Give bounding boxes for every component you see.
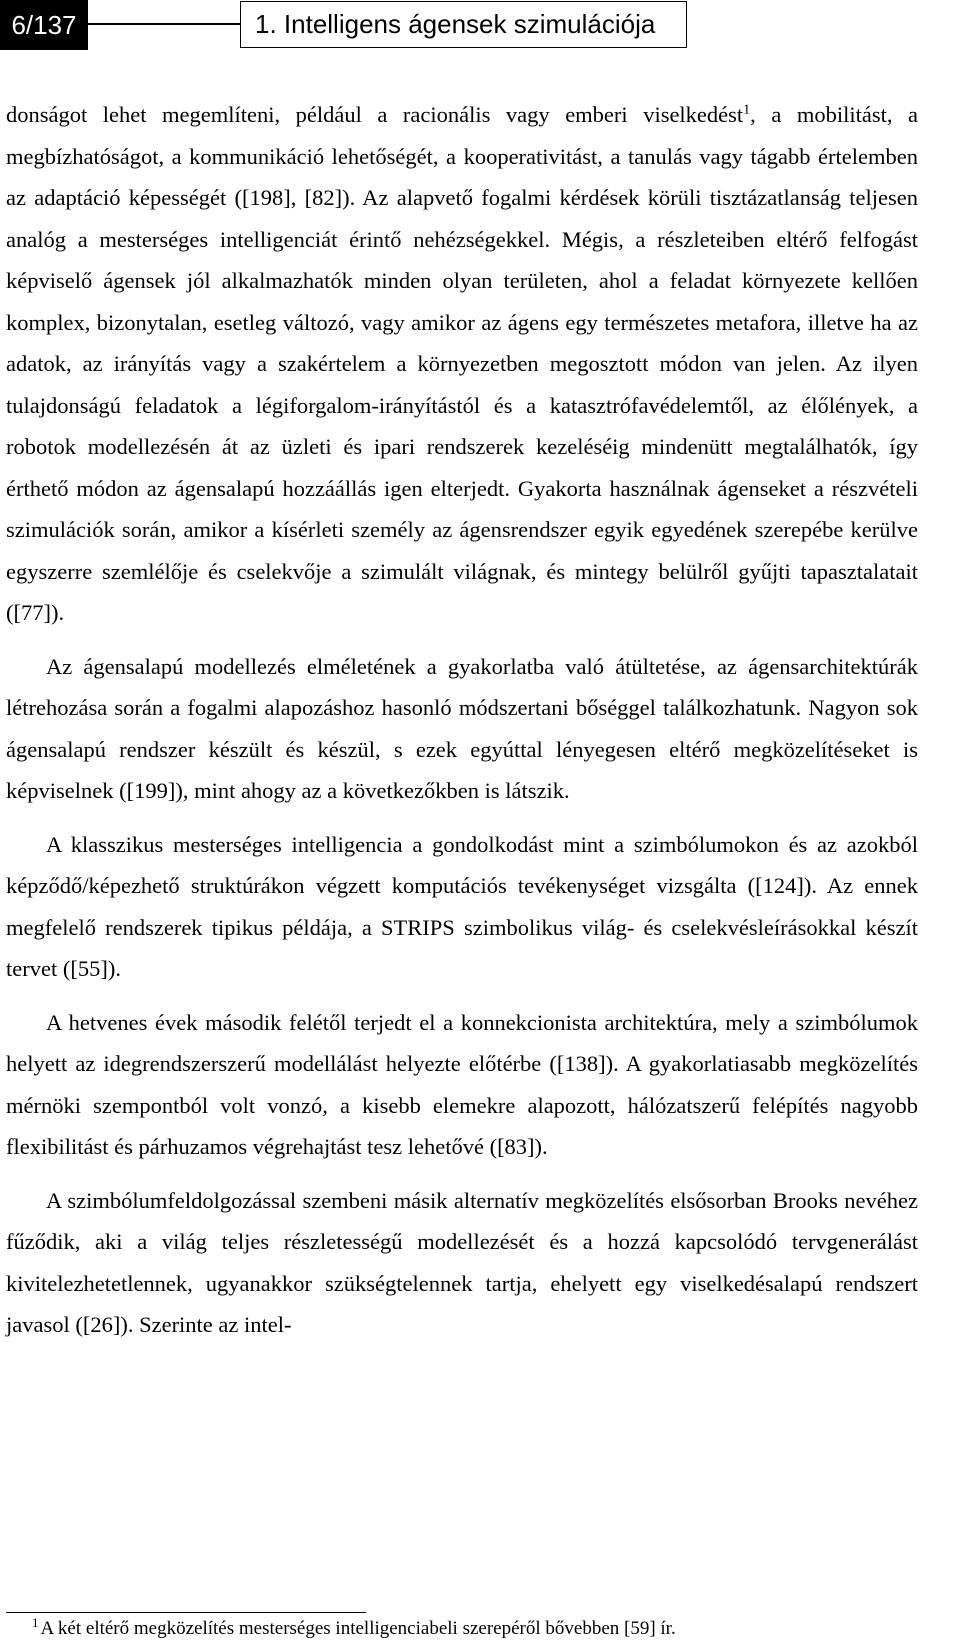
page-number: 6/137 <box>0 0 88 50</box>
paragraph-1 <box>6 94 918 634</box>
paragraph-4: A hetvenes évek második felétől terjedt el a konnekcionista architektúra, mely a szimbólumok helyett az idegrendszerszerű modellálást helyezte előtérbe ([138]). A gyakorlatiasabb megközelítés mérnöki szempontból volt vonzó, a kisebb elemekre alapozott, hálózatszerű felépítés nagyobb flexibilitást és párhuzamos végrehajtást tesz lehetővé ([83]). <box>6 1009 918 1159</box>
footnote-mark: 1 <box>32 1614 39 1630</box>
footnote-rule <box>6 1612 366 1613</box>
paragraph-1-start: donságot lehet megemlíteni, például a racionális vagy emberi viselkedést <box>6 102 744 127</box>
page-header <box>0 0 960 52</box>
chapter-title: 1. Intelligens ágensek szimulációja <box>240 1 687 48</box>
footnote-reference[interactable]: 1 <box>743 102 751 118</box>
footnote-text: A két eltérő megközelítés mesterséges intelligenciabeli szerepéről bővebben [59] ír. <box>40 1618 676 1639</box>
header-rule <box>88 23 240 25</box>
paragraph-2: Az ágensalapú modellezés elméletének a gyakorlatba való átültetése, az ágensarchitektúrák létrehozása során a fogalmi alapozáshoz hasonló módszertani bőséggel találkozhatunk. Nagyon sok ágensalapú rendszer készült és készül, s ezek egyúttal lényegesen eltérő megközelítéseket is képviselnek ([199]), mint ahogy az a következőkben is látszik. <box>6 653 918 803</box>
footnote <box>6 1616 918 1642</box>
body-text <box>6 94 918 1358</box>
paragraph-3: A klasszikus mesterséges intelligencia a gondolkodást mint a szimbólumokon és az azokból képződő/képezhető struktúrákon végzett komputációs tevékenységet vizsgálta ([124]). Az ennek megfelelő rendszerek tipikus példája, a STRIPS szimbolikus világ- és cselekvésleírásokkal készít tervet ([55]). <box>6 831 918 981</box>
paragraph-5: A szimbólumfeldolgozással szembeni másik alternatív megközelítés elsősorban Brooks nevéhez fűződik, aki a világ teljes részletességű modellezését és a hozzá kapcsolódó tervgenerálást kivitelezhetetlennek, ugyanakkor szükségtelennek tartja, ehelyett egy viselkedésalapú rendszert javasol ([26]). Szerinte az intel- <box>6 1187 918 1337</box>
paragraph-1-rest: , a mobilitást, a megbízhatóságot, a kommunikáció lehetőségét, a kooperativitást, a tanulás vagy tágabb értelemben az adaptáció képességét ([198], [82]). Az alapvető fogalmi kérdések körüli tisztázatlanság teljesen analóg a mesterséges intelligenciát érintő nehézségekkel. Mégis, a részleteiben eltérő felfogást képviselő ágensek jól alkalmazhatók minden olyan területen, ahol a feladat környezete kellően komplex, bizonytalan, esetleg változó, vagy amikor az ágens egy természetes metafora, illetve ha az adatok, az irányítás vagy a szakértelem a környezetben megosztott módon van jelen. Az ilyen tulajdonságú feladatok a légiforgalom-irányítástól és a katasztrófavédelemtől, az élőlények, a robotok modellezésén át az üzleti és ipari rendszerek kezeléséig mindenütt megtalálhatók, így érthető módon az ágensalapú hozzáállás igen elterjedt. Gyakorta használnak ágenseket a részvételi szimulációk során, amikor a kísérleti személy az ágensrendszer egyik egyedének szerepébe kerülve egyszerre szemlélője és cselekvője a szimulált világnak, és mintegy belülről gyűjti tapasztalatait ([77]). <box>6 102 918 625</box>
